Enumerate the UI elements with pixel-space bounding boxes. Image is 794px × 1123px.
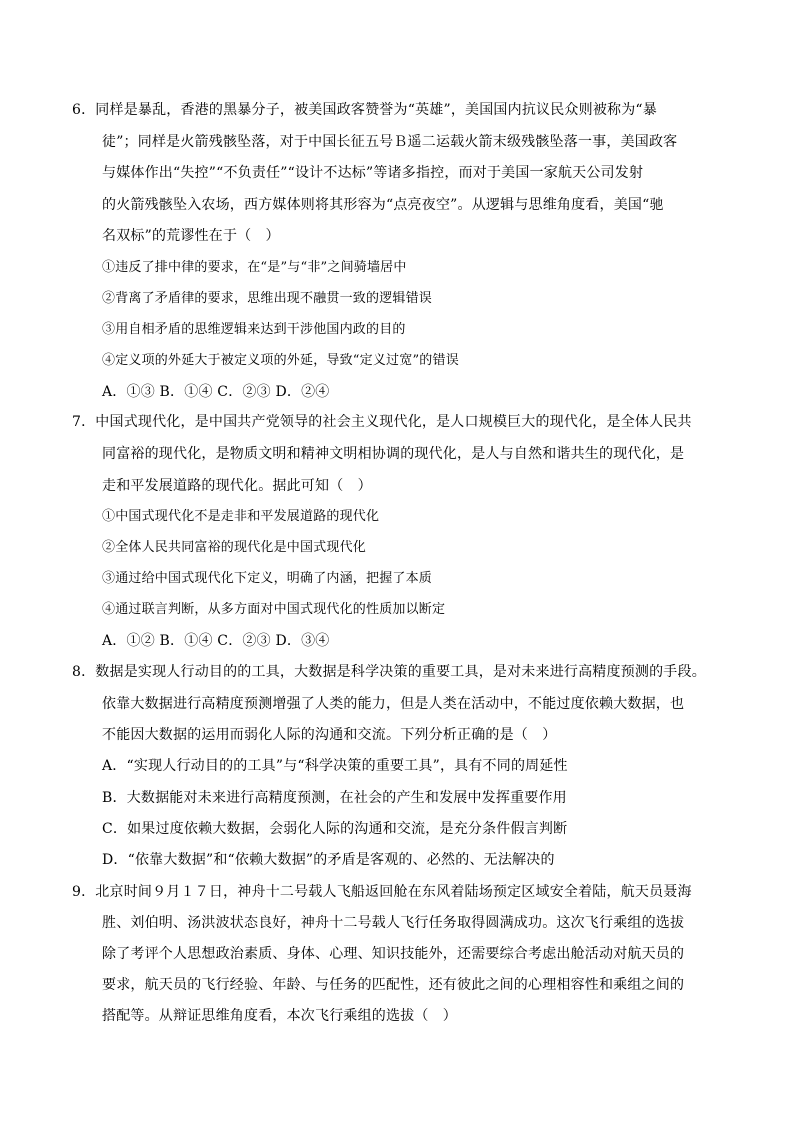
answer-choices: A．①③ B．①④ C．②③ D．②④ [102,384,330,400]
question-text-line: 与媒体作出“失控”“不负责任”“设计不达标”等诸多指控，而对于美国一家航天公司发射 [102,165,644,181]
question-text-line: 同富裕的现代化，是物质文明和精神文明相协调的现代化，是人与自然和谐共生的现代化，是 [102,446,685,462]
choice-item: C．如果过度依赖大数据，会弱化人际的沟通和交流，是充分条件假言判断 [102,821,568,837]
choice-item: D．“依靠大数据”和“依赖大数据”的矛盾是客观的、必然的、无法解决的 [102,852,555,868]
question-text-line: 徒”；同样是火箭残骸坠落，对于中国长征五号Ｂ遥二运载火箭末级残骸坠落一事，美国政客 [102,134,678,150]
question-text-line: 不能因大数据的运用而弱化人际的沟通和交流。下列分析正确的是（ ） [102,727,557,743]
question-text-line: 9．北京时间９月１７日，神舟十二号载人飞船返回舱在东风着陆场预定区域安全着陆，航天员聂海 [72,884,692,900]
question-text-line: 的火箭残骸坠入农场，西方媒体则将其形容为“点亮夜空”。从逻辑与思维角度看，美国“驰 [102,197,664,213]
question-text-line: 名双标”的荒谬性在于（ ） [102,228,280,244]
answer-choices: A．①② B．①④ C．②③ D．③④ [102,633,330,649]
question-text-line: 胜、刘伯明、汤洪波状态良好，神舟十二号载人飞行任务取得圆满成功。这次飞行乘组的选拔 [102,915,685,931]
question-text-line: 要求，航天员的飞行经验、年龄、与任务的匹配性，还有彼此之间的心理相容性和乘组之间的 [102,977,685,993]
question-text-line: 8．数据是实现人行动目的的工具，大数据是科学决策的重要工具，是对未来进行高精度预测的手段。 [72,664,706,680]
question-text-line: 走和平发展道路的现代化。据此可知（ ） [102,478,372,494]
option-item: ②全体人民共同富裕的现代化是中国式现代化 [102,540,367,555]
option-item: ③用自相矛盾的思维逻辑来达到干涉他国内政的目的 [102,322,406,337]
choice-item: A．“实现人行动目的的工具”与“科学决策的重要工具”，具有不同的周延性 [102,758,568,774]
question-text-line: 7．中国式现代化，是中国共产党领导的社会主义现代化，是人口规模巨大的现代化，是全体人民共 [72,414,692,430]
option-item: ①违反了排中律的要求，在“是”与“非”之间骑墙居中 [102,260,407,275]
question-text-line: 6．同样是暴乱，香港的黑暴分子，被美国政客赞誉为“英雄”，美国国内抗议民众则被称为“暴 [72,102,657,118]
option-item: ②背离了矛盾律的要求，思维出现不融贯一致的逻辑错误 [102,291,433,306]
choice-item: B．大数据能对未来进行高精度预测，在社会的产生和发展中发挥重要作用 [102,790,567,806]
question-text-line: 依靠大数据进行高精度预测增强了人类的能力，但是人类在活动中，不能过度依赖大数据，也 [102,696,685,712]
option-item: ①中国式现代化不是走非和平发展道路的现代化 [102,509,380,524]
option-item: ④通过联言判断，从多方面对中国式现代化的性质加以断定 [102,602,446,617]
question-text-line: 搭配等。从辩证思维角度看，本次飞行乘组的选拔（ ） [102,1008,457,1024]
option-item: ④定义项的外延大于被定义项的外延，导致“定义过宽”的错误 [102,353,459,368]
option-item: ③通过给中国式现代化下定义，明确了内涵，把握了本质 [102,571,433,586]
question-text-line: 除了考评个人思想政治素质、身体、心理、知识技能外，还需要综合考虑出舱活动对航天员的 [102,946,685,962]
